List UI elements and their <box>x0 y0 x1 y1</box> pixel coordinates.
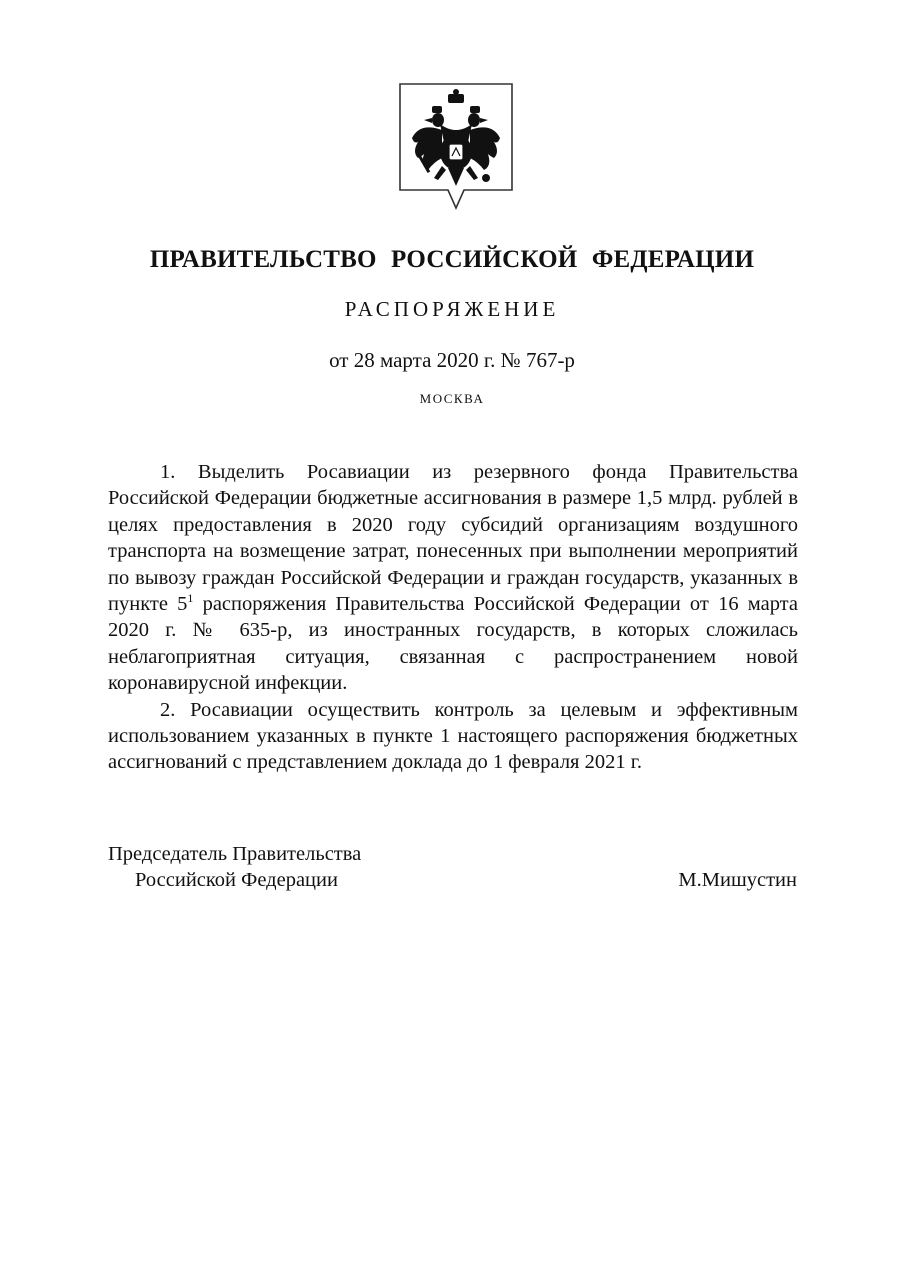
signatory-position-line-2: Российской Федерации <box>135 869 338 892</box>
document-type: РАСПОРЯЖЕНИЕ <box>344 297 560 321</box>
paragraph-1 <box>108 459 798 697</box>
document-city: МОСКВА <box>419 391 485 406</box>
government-title: ПРАВИТЕЛЬСТВО РОССИЙСКОЙ ФЕДЕРАЦИИ <box>149 246 755 273</box>
signatory-position <box>108 841 361 894</box>
paragraph-1-text-a: 1. Выделить Росавиации из резервного фонда Правительства Российской Федерации бюджетные ассигнования в размере 1,5 млрд. рублей в целях предоставления в 2020 году субсидий организациям воздушного транспорта на возмещение затрат, понесенных при выполнении мероприятий по вывозу граждан Российской Федерации и граждан государств, указанных в пункте 5 <box>108 461 798 616</box>
signatory-name: М.Мишустин <box>678 869 797 891</box>
paragraph-2: 2. Росавиации осуществить контроль за целевым и эффективным использованием указанных в пункте 1 настоящего распоряжения бюджетных ассигнований с представлением доклада до 1 февраля 2021 г. <box>108 698 798 774</box>
document-date-number: от 28 марта 2020 г. № 767-р <box>329 348 575 372</box>
coat-of-arms-icon <box>398 82 514 212</box>
paragraph-1-superscript: 1 <box>187 591 194 606</box>
document-body <box>108 459 798 776</box>
paragraph-1-text-b: распоряжения Правительства Российской Федерации от 16 марта 2020 г. № 635-р, из иностранных государств, в которых сложилась неблагоприятная ситуация, связанная с распространением новой коронавирусной инфекции. <box>108 593 798 695</box>
signatory-position-line-1: Председатель Правительства <box>108 843 362 865</box>
